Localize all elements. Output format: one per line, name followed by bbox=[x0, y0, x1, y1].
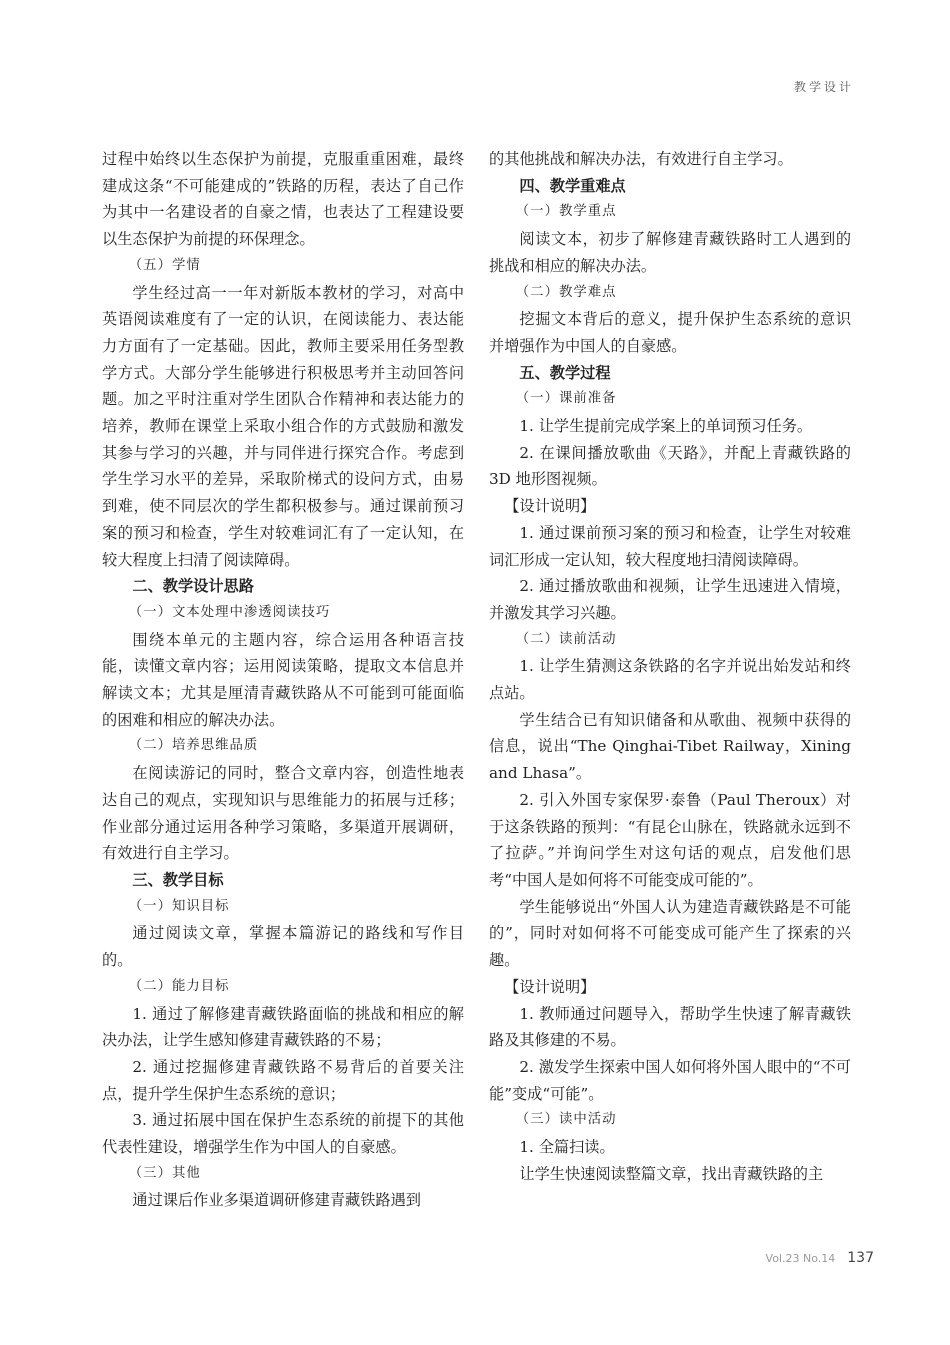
paragraph: 让学生快速阅读整篇文章，找出青藏铁路的主 bbox=[519, 1164, 824, 1183]
paragraph: 1. 全篇扫读。 bbox=[519, 1138, 615, 1157]
section-heading: 三、教学目标 bbox=[132, 870, 224, 889]
paragraph: 2. 通过挖掘修建青藏铁路不易背后的首要关注点，提升学生保护生态系统的意识； bbox=[102, 1057, 464, 1103]
subsection-heading: （三）读中活动 bbox=[515, 1112, 617, 1128]
paragraph: 2. 在课间播放歌曲《天路》，并配上青藏铁路的3D 地形图视频。 bbox=[489, 443, 851, 489]
paragraph: 1. 让学生提前完成学案上的单词预习任务。 bbox=[519, 417, 813, 436]
subsection-heading: （二）教学难点 bbox=[515, 284, 617, 300]
subsection-heading: （三）其他 bbox=[128, 1165, 201, 1181]
subsection-heading: （一）教学重点 bbox=[515, 204, 617, 220]
page-number: 137 bbox=[847, 1250, 874, 1266]
section-heading: 五、教学过程 bbox=[519, 363, 611, 382]
paragraph: 学生能够说出“外国人认为建造青藏铁路是不可能的”，同时对如何将不可能变成可能产生了探索的兴趣。 bbox=[489, 897, 851, 970]
paragraph: 学生结合已有知识储备和从歌曲、视频中获得的信息，说出“The Qinghai-Tibet Railway，Xining and Lhasa”。 bbox=[489, 710, 851, 783]
left-column bbox=[102, 146, 464, 1214]
subsection-heading: （一）知识目标 bbox=[128, 898, 230, 914]
continued-paragraph: 过程中始终以生态保护为前提，克服重重困难，最终建成这条“不可能建成的”铁路的历程，表达了自己作为其中一名建设者的自豪之情，也表达了工程建设要以生态保护为前提的环保理念。 bbox=[102, 150, 464, 249]
design-note-label: 【设计说明】 bbox=[504, 497, 596, 516]
subsection-heading: （二）能力目标 bbox=[128, 978, 230, 994]
subsection-heading: （一）文本处理中渗透阅读技巧 bbox=[128, 604, 331, 620]
paragraph: 1. 通过了解修建青藏铁路面临的挑战和相应的解决办法，让学生感知修建青藏铁路的不易； bbox=[102, 1004, 464, 1050]
paragraph: 3. 通过拓展中国在保护生态系统的前提下的其他代表性建设，增强学生作为中国人的自豪感。 bbox=[102, 1111, 464, 1157]
page-footer bbox=[766, 1250, 874, 1266]
subsection-heading: （二）培养思维品质 bbox=[128, 738, 259, 754]
paragraph: 1. 让学生猜测这条铁路的名字并说出始发站和终点站。 bbox=[489, 657, 851, 703]
volume-issue: Vol.23 No.14 bbox=[765, 1252, 836, 1265]
paragraph: 挖掘文本背后的意义，提升保护生态系统的意识并增强作为中国人的自豪感。 bbox=[489, 310, 851, 355]
paragraph: 阅读文本，初步了解修建青藏铁路时工人遇到的挑战和相应的解决办法。 bbox=[489, 230, 851, 275]
continued-paragraph: 的其他挑战和解决办法，有效进行自主学习。 bbox=[489, 150, 793, 168]
subsection-heading: （二）读前活动 bbox=[515, 631, 617, 647]
paragraph: 通过课后作业多渠道调研修建青藏铁路遇到 bbox=[132, 1191, 421, 1210]
paragraph: 2. 激发学生探索中国人如何将外国人眼中的“不可能”变成“可能”。 bbox=[489, 1057, 851, 1103]
paragraph: 在阅读游记的同时，整合文章内容，创造性地表达自己的观点，实现知识与思维能力的拓展与迁移；作业部分通过运用各种学习策略，多渠道开展调研，有效进行自主学习。 bbox=[102, 764, 464, 863]
paragraph: 1. 通过课前预习案的预习和检查，让学生对较难词汇形成一定认知，较大程度地扫清阅读障碍。 bbox=[489, 523, 851, 569]
design-note-label: 【设计说明】 bbox=[504, 977, 596, 996]
paragraph: 通过阅读文章，掌握本篇游记的路线和写作目的。 bbox=[102, 924, 464, 970]
paragraph: 2. 引入外国专家保罗·泰鲁（Paul Theroux）对于这条铁路的预判：“有昆仑山脉在，铁路就永远到不了拉萨。”并询问学生对这句话的观点，启发他们思考“中国人是如何将不可能变成可能的”。 bbox=[489, 790, 851, 889]
section-heading: 四、教学重难点 bbox=[519, 176, 626, 195]
subsection-heading: （一）课前准备 bbox=[515, 391, 617, 407]
paragraph: 学生经过高一一年对新版本教材的学习，对高中英语阅读难度有了一定的认识，在阅读能力、表达能力方面有了一定基础。因此，教师主要采用任务型教学方式。大部分学生能够进行积极思考并主动回答问题。加之平时注重对学生团队合作精神和表达能力的培养，教师在课堂上采取小组合作的方式鼓励和激发其参与学习的兴趣，并与同伴进行探究合作。考虑到学生学习水平的差异，采取阶梯式的设问方式，由易到难，使不同层次的学生都积极参与。通过课前预习案的预习和检查，学生对较难词汇有了一定认知，在较大程度上扫清了阅读障碍。 bbox=[102, 283, 464, 569]
paragraph: 围绕本单元的主题内容，综合运用各种语言技能，读懂文章内容；运用阅读策略，提取文本信息并解读文本；尤其是厘清青藏铁路从不可能到可能面临的困难和相应的解决办法。 bbox=[102, 630, 464, 729]
section-header: 教学设计 bbox=[793, 80, 854, 94]
right-column bbox=[489, 146, 851, 1187]
section-heading: 二、教学设计思路 bbox=[132, 577, 254, 596]
paragraph: 2. 通过播放歌曲和视频，让学生迅速进入情境，并激发其学习兴趣。 bbox=[489, 577, 851, 622]
subsection-heading: （五）学情 bbox=[128, 257, 201, 273]
paragraph: 1. 教师通过问题导入，帮助学生快速了解青藏铁路及其修建的不易。 bbox=[489, 1004, 851, 1050]
